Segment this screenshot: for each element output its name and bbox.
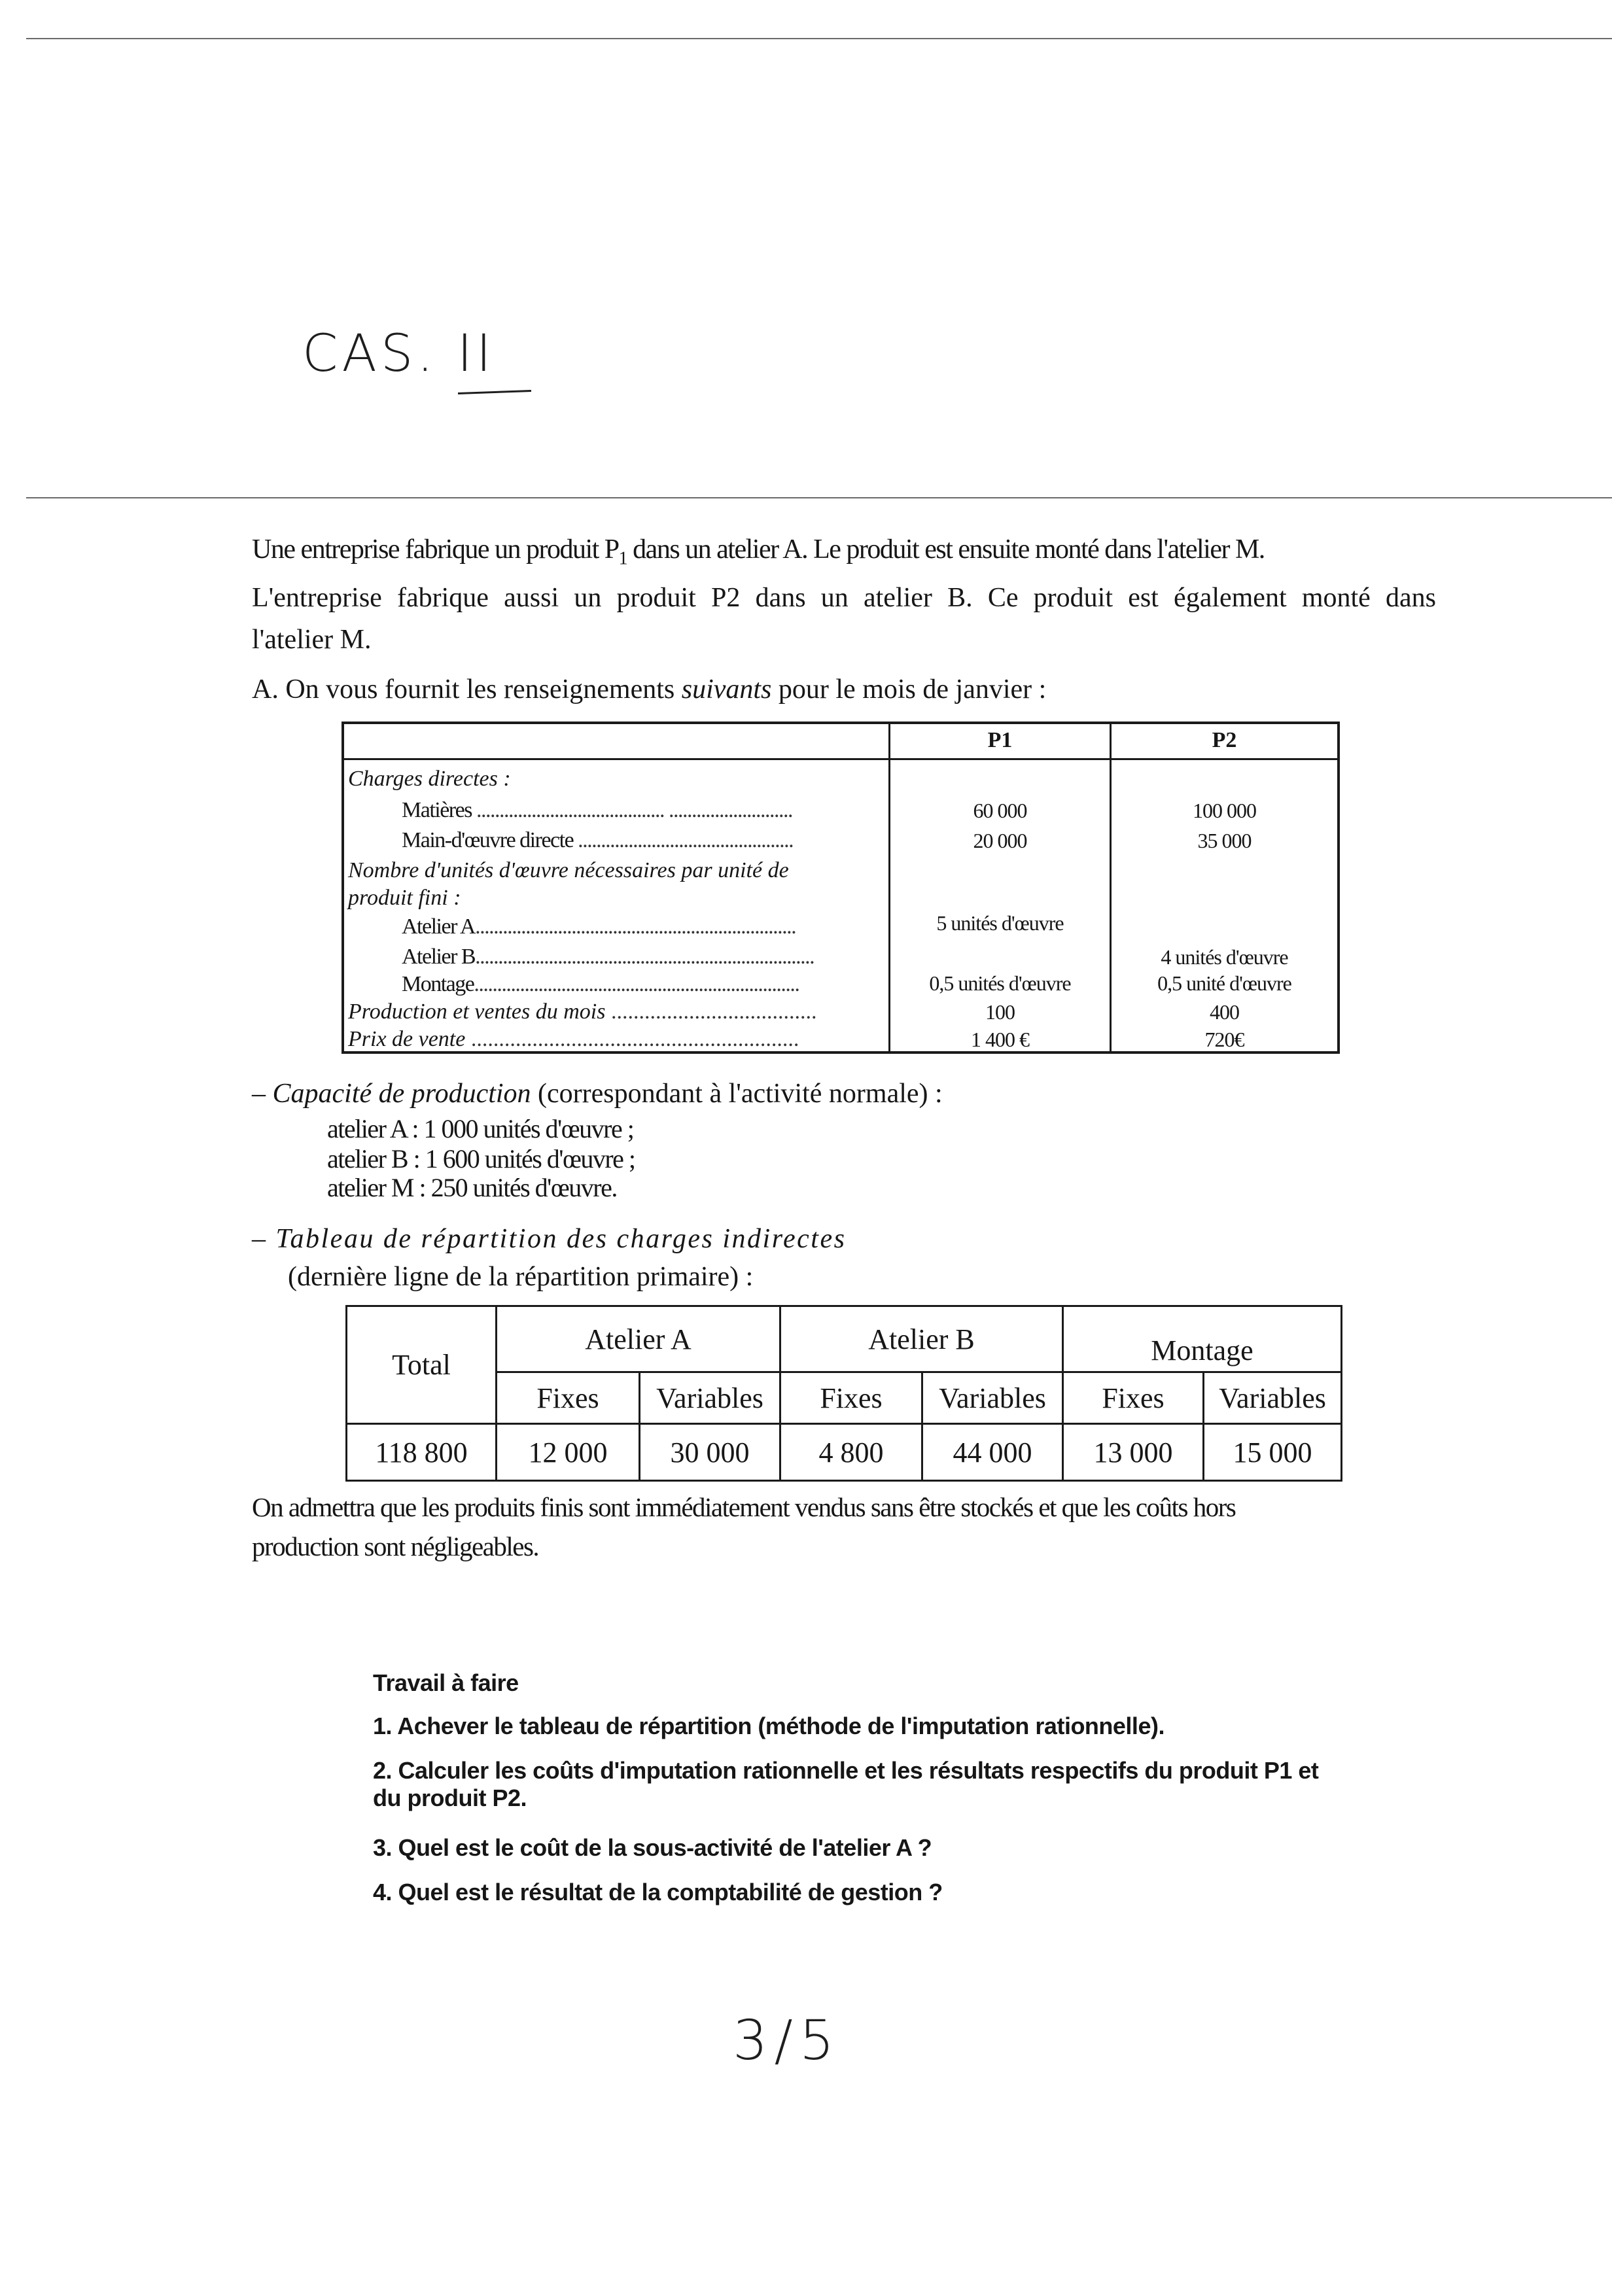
cell-main-oeuvre-p1: 20 000 [973,829,1027,852]
work-question-2-line-1: 2. Calculer les coûts d'imputation rationnelle et les résultats respectifs du produit P1 et [373,1757,1319,1784]
header-bottom-rule [26,497,1612,498]
capacity-heading: – Capacité de production (correspondant à l'activité normale) : [252,1079,943,1109]
row-label-charges-directes: Charges directes : [348,767,511,791]
capacity-line-b: atelier B : 1 600 unités d'œuvre ; [327,1144,635,1174]
cell-b-variables: 44 000 [922,1424,1063,1481]
cell-a-fixes: 12 000 [497,1424,640,1481]
work-question-2-line-2: du produit P2. [373,1784,527,1811]
repartition-subheading: (dernière ligne de la répartition primaire) : [288,1262,754,1292]
cell-b-fixes: 4 800 [780,1424,922,1481]
cell-montage-p2: 0,5 unité d'œuvre [1157,971,1291,995]
row-label-matieres: Matières ......................................... ........................... [402,798,792,822]
row-label-montage: Montage....................................................................... [402,972,799,996]
cell-atelier-b-p2: 4 unités d'œuvre [1161,945,1288,969]
group-atelier-b: Atelier B [780,1306,1063,1372]
capacity-line-a: atelier A : 1 000 unités d'œuvre ; [327,1114,634,1143]
intro-paragraph-2-line-1: L'entreprise fabrique aussi un produit P2 dans un atelier B. Ce produit est également monté dans [252,583,1436,613]
cell-production-p1: 100 [985,1000,1015,1024]
top-rule [26,38,1612,39]
cell-production-p2: 400 [1210,1000,1239,1024]
cell-a-variables: 30 000 [640,1424,780,1481]
row-label-production: Production et ventes du mois ..................................... [348,1000,817,1024]
col-fixes-a: Fixes [497,1372,640,1424]
cell-m-variables: 15 000 [1204,1424,1342,1481]
note-line-2: production sont négligeables. [252,1531,539,1561]
cell-prix-p1: 1 400 € [971,1028,1029,1051]
col-fixes-b: Fixes [780,1372,922,1424]
col-fixes-m: Fixes [1063,1372,1204,1424]
group-montage: Montage [1063,1306,1342,1372]
total-header: Total [347,1306,497,1424]
row-label-main-oeuvre: Main-d'œuvre directe ............................................... [402,828,794,852]
page-number: 3/5 [733,2008,841,2072]
col-variables-b: Variables [922,1372,1063,1424]
capacity-line-m: atelier M : 250 unités d'œuvre. [327,1173,617,1202]
cell-matieres-p1: 60 000 [973,799,1027,822]
col-variables-m: Variables [1204,1372,1342,1424]
row-label-atelier-a: Atelier A...................................................................... [402,914,796,939]
section-a-heading: A. On vous fournit les renseignements suivants pour le mois de janvier : [252,674,1047,704]
cell-main-oeuvre-p2: 35 000 [1197,829,1252,852]
work-question-4: 4. Quel est le résultat de la comptabilité de gestion ? [373,1879,943,1905]
case-title: CAS. II [302,324,495,383]
cell-matieres-p2: 100 000 [1193,799,1256,822]
row-label-prix-vente: Prix de vente ........................................................... [348,1027,799,1051]
cell-prix-p2: 720€ [1204,1028,1244,1051]
indirect-charges-table [345,1305,1342,1482]
note-line-1: On admettra que les produits finis sont immédiatement vendus sans être stockés et que les coûts hors [252,1492,1236,1522]
cell-total: 118 800 [347,1424,497,1481]
repartition-heading: – Tableau de répartition des charges indirectes [252,1224,847,1254]
row-label-atelier-b: Atelier B.......................................................................... [402,945,815,969]
col-header-p2: P2 [1212,728,1237,752]
intro-paragraph-2-line-2: l'atelier M. [252,625,372,655]
col-variables-a: Variables [640,1372,780,1424]
work-question-1: 1. Achever le tableau de répartition (méthode de l'imputation rationnelle). [373,1713,1165,1739]
work-title: Travail à faire [373,1669,519,1696]
cell-m-fixes: 13 000 [1063,1424,1204,1481]
work-question-3: 3. Quel est le coût de la sous-activité de l'atelier A ? [373,1834,932,1861]
direct-charges-table [342,722,1340,1054]
row-label-produit-fini: produit fini : [348,886,461,910]
intro-paragraph-1: Une entreprise fabrique un produit $P_1$ dans un atelier A. Le produit est ensuite monté dans l'atelier M. [252,534,1265,569]
title-underline [458,390,531,394]
cell-atelier-a-p1: 5 unités d'œuvre [936,911,1064,935]
row-label-nombre-unites: Nombre d'unités d'œuvre nécessaires par unité de [348,858,789,882]
group-atelier-a: Atelier A [497,1306,780,1372]
cell-montage-p1: 0,5 unités d'œuvre [929,971,1071,995]
col-header-p1: P1 [987,728,1013,752]
